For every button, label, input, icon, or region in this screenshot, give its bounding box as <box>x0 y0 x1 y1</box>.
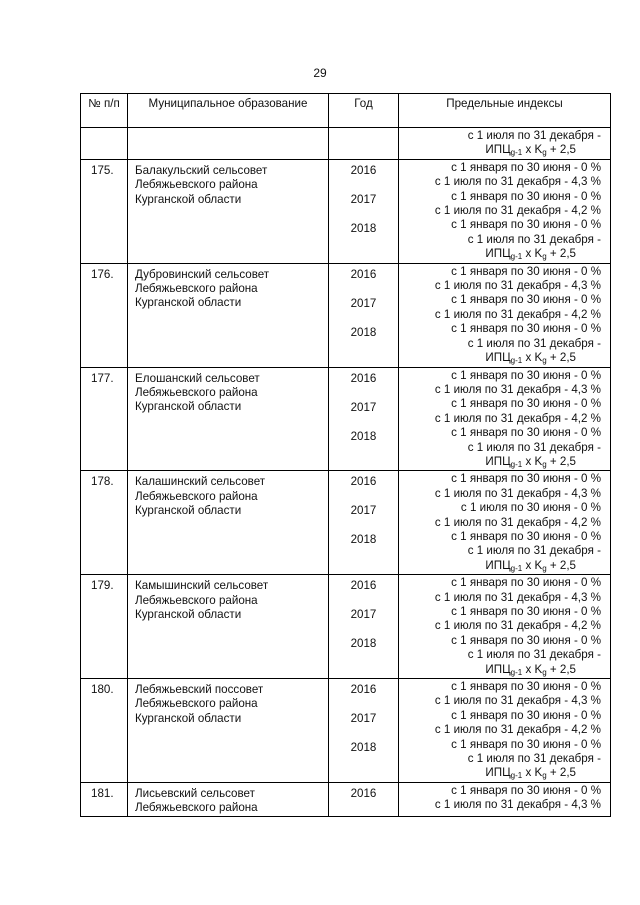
municipality-name <box>128 471 329 575</box>
year-value: 2018 <box>350 429 377 443</box>
index-line: с 1 января по 30 июня - 0 % <box>451 426 601 440</box>
index-line: с 1 января по 30 июня - 0 % <box>451 264 601 278</box>
year-value: 2017 <box>350 400 377 414</box>
municipality-name <box>128 575 329 679</box>
index-line: с 1 июля по 31 декабря - <box>467 544 601 558</box>
municipality-line: Лебяжьевского района <box>135 489 258 503</box>
index-line: с 1 января по 30 июня - 0 % <box>451 633 601 647</box>
municipality-name <box>128 367 329 471</box>
index-line: с 1 июля по 31 декабря - 4,2 % <box>434 619 601 633</box>
municipality-line: Лебяжьевского района <box>135 282 258 296</box>
continuation-row <box>81 128 611 160</box>
indices-cell <box>399 367 611 471</box>
municipality-line: Лебяжьевского района <box>135 801 258 815</box>
index-line: с 1 июля по 31 декабря - <box>467 232 601 246</box>
header-year: Год <box>329 94 399 128</box>
row-number: 181. <box>81 782 128 816</box>
index-line: с 1 января по 30 июня - 0 % <box>451 737 601 751</box>
row-number: 177. <box>81 367 128 471</box>
index-line: с 1 июля по 31 декабря - 4,3 % <box>434 694 601 708</box>
year-value: 2016 <box>350 579 377 593</box>
municipality-line: Курганской области <box>135 504 242 518</box>
continuation-org <box>128 128 329 160</box>
table-header-row <box>81 94 611 128</box>
year-cell <box>329 782 399 816</box>
municipality-line: Лебяжьевский поссовет <box>135 683 264 697</box>
municipality-line: Курганской области <box>135 192 242 206</box>
municipality-line: Балакульский сельсовет <box>135 163 268 177</box>
year-value: 2018 <box>350 637 377 651</box>
index-line: с 1 января по 30 июня - 0 % <box>451 322 601 336</box>
index-line: с 1 января по 30 июня - 0 % <box>451 472 601 486</box>
formula: $ИПЦ_{g-1}$ x $K_g + 2,5$ <box>485 454 576 469</box>
municipality-line: Дубровинский сельсовет <box>135 267 270 281</box>
index-line: с 1 июля по 31 декабря - <box>467 440 601 454</box>
municipality-line: Курганской области <box>135 608 242 621</box>
formula: $ИПЦ_{g-1}$ x $K_g + 2,5$ <box>485 247 576 262</box>
municipality-line: Камышинский сельсовет <box>135 579 269 593</box>
index-line: с 1 июля по 31 декабря - 4,3 % <box>434 590 601 604</box>
municipality-name <box>128 263 329 367</box>
year-value: 2017 <box>350 192 377 206</box>
year-value: 2018 <box>350 741 377 755</box>
municipality-line: Курганской области <box>135 711 242 725</box>
indices-cell <box>399 575 611 679</box>
row-number: 178. <box>81 471 128 575</box>
index-line: с 1 июля по 31 декабря - 4,3 % <box>434 175 601 189</box>
table-row <box>81 782 611 816</box>
index-line: с 1 января по 30 июня - 0 % <box>451 218 601 232</box>
year-value: 2017 <box>350 608 377 622</box>
row-number: 175. <box>81 159 128 263</box>
table-row <box>81 471 611 575</box>
index-line: с 1 января по 30 июня - 0 % <box>451 783 601 797</box>
table-row <box>81 575 611 679</box>
year-value: 2016 <box>350 371 377 385</box>
index-line: с 1 января по 30 июня - 0 % <box>451 708 601 722</box>
index-line: с 1 января по 30 июня - 0 % <box>451 160 601 174</box>
index-line: с 1 июля по 31 декабря - 4,2 % <box>434 411 601 425</box>
index-line: с 1 января по 30 июня - 0 % <box>451 189 601 203</box>
indices-cell <box>399 782 611 816</box>
year-cell <box>329 471 399 575</box>
year-value: 2017 <box>350 504 377 518</box>
row-number: 180. <box>81 679 128 783</box>
index-line: с 1 января по 30 июня - 0 % <box>451 368 601 382</box>
municipality-line: Лебяжьевского района <box>135 178 258 192</box>
index-line: с 1 января по 30 июня - 0 % <box>451 576 601 590</box>
year-cell <box>329 367 399 471</box>
index-line: с 1 июля по 31 декабря - <box>467 336 601 350</box>
index-line: с 1 января по 30 июня - 0 % <box>451 529 601 543</box>
indices-cell <box>399 471 611 575</box>
continuation-indices <box>399 128 611 160</box>
table-row <box>81 263 611 367</box>
index-line: с 1 июля по 31 декабря - 4,3 % <box>434 798 601 812</box>
continuation-year <box>329 128 399 160</box>
index-line: с 1 июля по 31 декабря - 4,3 % <box>434 486 601 500</box>
municipality-line: Лисьевский сельсовет <box>135 786 255 800</box>
year-value: 2016 <box>350 267 377 281</box>
index-line: с 1 июля по 31 декабря - <box>467 752 601 766</box>
table-row <box>81 159 611 263</box>
index-line: с 1 июля по 31 декабря - <box>467 648 601 662</box>
header-indices: Предельные индексы <box>399 94 611 128</box>
year-value: 2016 <box>350 163 377 177</box>
index-line: с 1 июля по 31 декабря - 4,3 % <box>434 382 601 396</box>
municipality-line: Курганской области <box>135 296 242 310</box>
index-line: с 1 января по 30 июня - 0 % <box>451 680 601 694</box>
municipality-line: Курганской области <box>135 400 242 414</box>
table-row <box>81 367 611 471</box>
municipality-name <box>128 159 329 263</box>
year-value: 2016 <box>350 683 377 697</box>
year-value: 2017 <box>350 296 377 310</box>
indices-cell <box>399 679 611 783</box>
header-municipality: Муниципальное образование <box>128 94 329 128</box>
municipality-name <box>128 679 329 783</box>
year-value: 2018 <box>350 533 377 547</box>
index-line: с 1 января по 30 июня - 0 % <box>451 293 601 307</box>
table-row <box>81 679 611 783</box>
year-cell <box>329 263 399 367</box>
municipality-name <box>128 782 329 816</box>
page-number: 29 <box>313 66 327 80</box>
header-num: № п/п <box>81 94 128 128</box>
municipality-line: Лебяжьевского района <box>135 697 258 711</box>
row-number: 179. <box>81 575 128 679</box>
year-value: 2016 <box>350 786 377 800</box>
row-number: 176. <box>81 263 128 367</box>
year-cell <box>329 679 399 783</box>
index-line: с 1 января по 30 июня - 0 % <box>451 605 601 618</box>
index-line: с 1 июля по 31 декабря - <box>467 129 601 142</box>
municipality-line: Калашинский сельсовет <box>135 475 266 489</box>
index-line: с 1 июля по 31 декабря - 4,2 % <box>434 515 601 529</box>
indices-cell <box>399 263 611 367</box>
index-line: с 1 июля по 31 декабря - 4,2 % <box>434 204 601 218</box>
year-value: 2018 <box>350 221 377 235</box>
formula: $ИПЦ_{g-1}$ x $K_g + 2,5$ <box>485 351 576 366</box>
formula: $ИПЦ_{g-1}$ x $K_g + 2,5$ <box>485 662 576 677</box>
formula: $ИПЦ_{g-1}$ x $K_g + 2,5$ <box>485 766 576 781</box>
year-cell <box>329 159 399 263</box>
indices-cell <box>399 159 611 263</box>
formula: $ИПЦ_{g-1}$ x $K_g + 2,5$ <box>485 558 576 573</box>
index-line: с 1 июля по 31 декабря - 4,2 % <box>434 307 601 321</box>
continuation-num <box>81 128 128 160</box>
municipality-line: Лебяжьевского района <box>135 385 258 399</box>
year-cell <box>329 575 399 679</box>
index-line: с 1 июля по 31 декабря - 4,3 % <box>434 279 601 293</box>
formula: $ИПЦ_{g-1}$ x $K_g + 2,5$ <box>485 143 576 158</box>
year-value: 2018 <box>350 325 377 339</box>
index-line: с 1 января по 30 июня - 0 % <box>451 397 601 411</box>
index-line: с 1 июля по 30 июня - 0 % <box>460 501 601 515</box>
indices-table <box>80 93 611 817</box>
year-value: 2017 <box>350 712 377 726</box>
municipality-line: Елошанский сельсовет <box>135 371 260 385</box>
index-line: с 1 июля по 31 декабря - 4,2 % <box>434 723 601 737</box>
year-value: 2016 <box>350 475 377 489</box>
municipality-line: Лебяжьевского района <box>135 593 258 607</box>
